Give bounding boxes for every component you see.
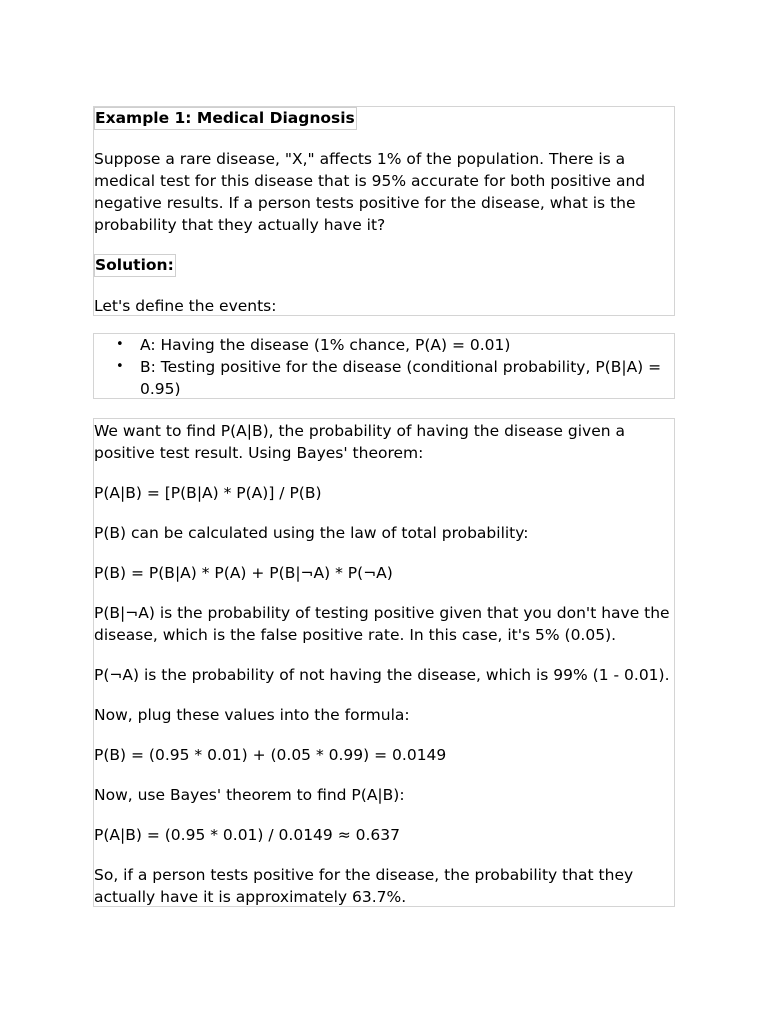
event-a-text: A: Having the disease (1% chance, P(A) = 0.01) — [140, 336, 511, 354]
total-probability-text: P(B) can be calculated using the law of total probability: — [94, 524, 529, 542]
solution-section — [93, 418, 675, 907]
list-item — [94, 334, 674, 356]
events-list-section — [93, 333, 675, 399]
pb-calculation: P(B) = (0.95 * 0.01) + (0.05 * 0.99) = 0.0149 — [94, 746, 447, 764]
total-probability-formula: P(B) = P(B|A) * P(A) + P(B|¬A) * P(¬A) — [94, 564, 393, 582]
problem-statement: Suppose a rare disease, "X," affects 1% of the population. There is a medical test for this disease that is 95% accurate for both positive and negative results. If a person tests positive for the disease, what is the probability that they actually have it? — [94, 150, 646, 234]
goal-text: We want to find P(A|B), the probability of having the disease given a positive test result. Using Bayes' theorem: — [94, 422, 625, 462]
conclusion-text: So, if a person tests positive for the disease, the probability that they actually have it is approximately 63.7%. — [94, 866, 634, 906]
problem-section — [93, 106, 675, 316]
event-b-text: B: Testing positive for the disease (conditional probability, P(B|A) = 0.95) — [140, 358, 662, 398]
not-disease-text: P(¬A) is the probability of not having the disease, which is 99% (1 - 0.01). — [94, 666, 670, 684]
bullet-icon: • — [116, 337, 124, 352]
bayes-formula: P(A|B) = [P(B|A) * P(A)] / P(B) — [94, 484, 322, 502]
plug-values-text: Now, plug these values into the formula: — [94, 706, 410, 724]
define-events-text: Let's define the events: — [94, 297, 277, 315]
pab-calculation: P(A|B) = (0.95 * 0.01) / 0.0149 ≈ 0.637 — [94, 826, 400, 844]
list-item — [94, 356, 674, 400]
false-positive-text: P(B|¬A) is the probability of testing positive given that you don't have the disease, which is the false positive rate. In this case, it's 5% (0.05). — [94, 604, 670, 644]
example-heading: Example 1: Medical Diagnosis — [94, 107, 357, 130]
solution-heading: Solution: — [94, 254, 176, 277]
events-list — [94, 334, 674, 400]
apply-bayes-text: Now, use Bayes' theorem to find P(A|B): — [94, 786, 405, 804]
bullet-icon: • — [116, 359, 124, 374]
